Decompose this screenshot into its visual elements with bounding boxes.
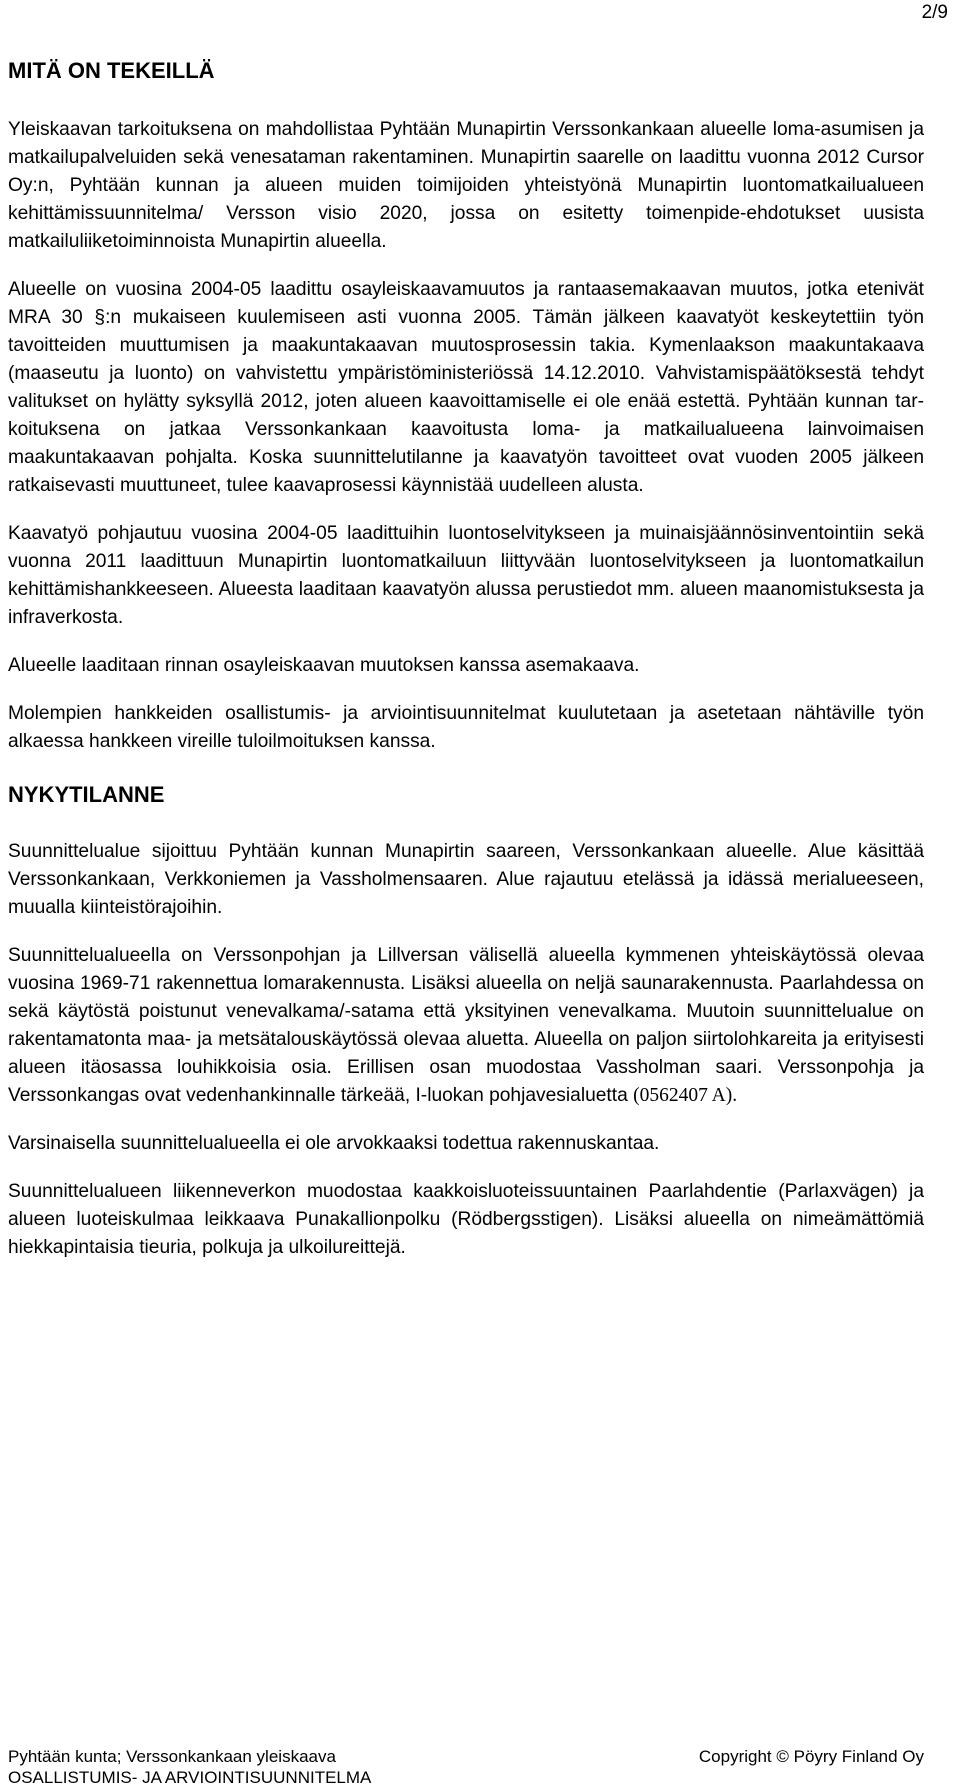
paragraph-text: Suunnittelualueella on Verssonpohjan ja Lillversan välisellä alueella kymmenen yhteiskäytössä olevaa vuosina 1969-71 rakennettua lomarakennusta. Lisäksi alueella on neljä saunarakennusta. Paarlahdessa on sekä käytöstä poistunut venevalkama/-satama että yksityinen venevalkama. Muutoin suunnittelualue on rakentamatonta maa- ja metsätalouskäytössä olevaa aluetta. Alueella on paljon siirtolohkareita ja erityisesti alueen itäosassa louhikkoisia osia. Erillisen osan muodostaa Vassholman saari. Verssonpohja ja Verssonkangas ovat vedenhankinnalle tärkeää, I-luokan pohjavesialuetta <box>8 945 924 1106</box>
document-body <box>8 58 924 1282</box>
footer-project: Pyhtään kunta; Verssonkankaan yleiskaava <box>8 1747 336 1766</box>
paragraph: Varsinaisella suunnittelualueella ei ole arvokkaaksi todettua rakennuskantaa. <box>8 1133 660 1154</box>
section-heading-current-state: NYKYTILANNE <box>8 782 165 807</box>
footer-document-type: OSALLISTUMIS- JA ARVIOINTISUUNNITELMA <box>8 1768 372 1787</box>
footer-copyright: Copyright © Pöyry Finland Oy <box>698 1747 924 1766</box>
page-number: 2/9 <box>921 2 948 23</box>
paragraph: Suunnittelualueen liikenneverkon muodostaa kaakkoisluoteissuuntainen Paarlahdentie (Parlaxvägen) ja alueen luoteiskulmaa leikkaava Punakallionpolku (Rödbergsstigen). Lisäksi alueella on nimeämättömiä hiekkapintaisia tieuria, polkuja ja ulkoilureittejä. <box>8 1181 924 1258</box>
paragraph: Molempien hankkeiden osallistumis- ja arviointisuunnitelmat kuulutetaan ja asetetaan nähtäville työn alkaessa hankkeen vireille tuloilmoituksen kanssa. <box>8 703 924 752</box>
aquifer-code: (0562407 A). <box>633 1085 738 1106</box>
paragraph: Alueelle on vuosina 2004-05 laadittu osayleiskaavamuutos ja rantaasemakaavan muutos, jotka etenivät MRA 30 §:n mukaiseen kuulemiseen asti vuonna 2005. Tämän jälkeen kaavatyöt keskeytettiin työn tavoitteiden muuttumisen ja maakuntakaavan muutosprosessin takia. Kymenlaakson maakuntakaava (maaseutu ja luonto) on vahvistettu ympäristöministeriössä 14.12.2010. Vahvistamispäätöksestä tehdyt valitukset on hylätty syksyllä 2012, joten alueen kaavoittamiselle ei ole enää estettä. Pyhtään kunnan tarkoituksena on jatkaa Verssonkankaan kaavoitusta loma- ja matkailualueena lainvoimaisen maakuntakaavan pohjalta. Koska suunnittelutilanne ja kaavatyön tavoitteet ovat vuoden 2005 jälkeen ratkaisevasti muuttuneet, tulee kaavaprosessi käynnistää uudelleen alusta. <box>8 279 924 496</box>
paragraph: Alueelle laaditaan rinnan osayleiskaavan muutoksen kanssa asemakaava. <box>8 655 640 676</box>
section-heading-current-work: MITÄ ON TEKEILLÄ <box>8 58 215 83</box>
paragraph: Suunnittelualue sijoittuu Pyhtään kunnan Munapirtin saareen, Verssonkankaan alueelle. Alue käsittää Verssonkankaan, Verkkoniemen ja Vassholmensaaren. Alue rajautuu etelässä ja idässä merialueeseen, muualla kiinteistörajoihin. <box>8 841 924 918</box>
paragraph: Kaavatyö pohjautuu vuosina 2004-05 laadittuihin luontoselvitykseen ja muinaisjäännösinventointiin sekä vuonna 2011 laadittuun Munapirtin luontomatkailuun liittyvään luontoselvitykseen ja luontomatkailun kehittämishankkeeseen. Alueesta laaditaan kaavatyön alussa perustiedot mm. alueen maanomistuksesta ja infraverkosta. <box>8 523 924 628</box>
paragraph: Yleiskaavan tarkoituksena on mahdollistaa Pyhtään Munapirtin Verssonkankaan alueelle loma-asumisen ja matkailupalveluiden sekä venesataman rakentaminen. Munapirtin saarelle on laadittu vuonna 2012 Cursor Oy:n, Pyhtään kunnan ja alueen muiden toimijoiden yhteistyönä Munapirtin luontomatkailualueen kehittämissuunnitelma/ Versson visio 2020, jossa on esitetty toimenpide-ehdotukset uusista matkailuliiketoiminnoista Munapirtin alueella. <box>8 119 924 252</box>
paragraph <box>8 942 924 1110</box>
